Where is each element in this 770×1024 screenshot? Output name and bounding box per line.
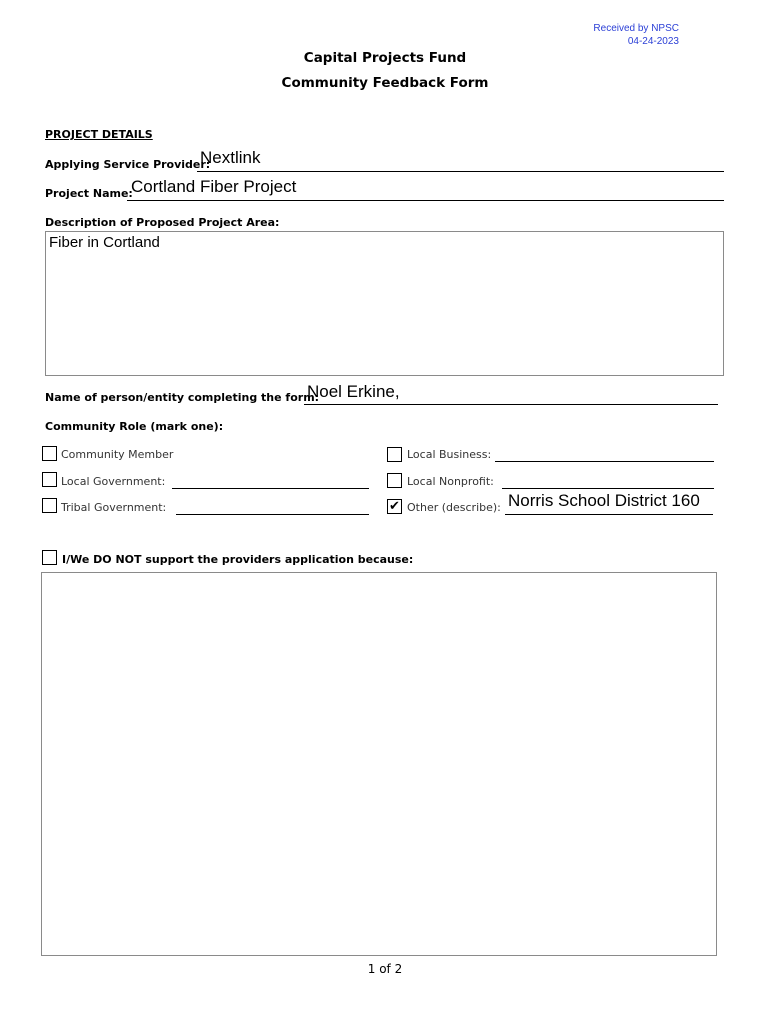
other-checkbox[interactable] xyxy=(387,499,402,514)
checkmark-icon: ✔ xyxy=(389,499,400,514)
local-business-field[interactable] xyxy=(495,461,714,462)
local-government-label: Local Government: xyxy=(61,475,166,488)
completer-field[interactable]: Noel Erkine, xyxy=(307,382,400,401)
project-name-field[interactable]: Cortland Fiber Project xyxy=(131,177,297,196)
local-business-label: Local Business: xyxy=(407,448,492,461)
not-support-checkbox[interactable] xyxy=(42,550,57,565)
description-value: Fiber in Cortland xyxy=(49,234,160,251)
local-nonprofit-checkbox[interactable] xyxy=(387,473,402,488)
tribal-government-field[interactable] xyxy=(176,514,369,515)
page-number: 1 of 2 xyxy=(367,962,403,976)
form-title: Capital Projects Fund xyxy=(303,50,467,66)
description-label: Description of Proposed Project Area: xyxy=(45,216,280,229)
local-business-checkbox[interactable] xyxy=(387,447,402,462)
completer-label: Name of person/entity completing the form: xyxy=(45,391,320,404)
other-underline xyxy=(505,514,713,515)
local-nonprofit-field[interactable] xyxy=(502,488,714,489)
not-support-textarea[interactable] xyxy=(41,572,717,956)
community-member-label: Community Member xyxy=(61,448,174,461)
tribal-government-checkbox[interactable] xyxy=(42,498,57,513)
other-describe-field[interactable]: Norris School District 160 xyxy=(508,491,700,510)
project-name-label: Project Name: xyxy=(45,187,133,200)
other-label: Other (describe): xyxy=(407,501,501,514)
project-name-underline xyxy=(127,200,724,201)
section-heading-project-details: PROJECT DETAILS xyxy=(45,128,153,141)
form-subtitle: Community Feedback Form xyxy=(281,75,489,91)
community-member-checkbox[interactable] xyxy=(42,446,57,461)
community-role-label: Community Role (mark one): xyxy=(45,420,224,433)
stamp-line-1: Received by NPSC xyxy=(593,23,679,34)
provider-underline xyxy=(197,171,724,172)
local-government-checkbox[interactable] xyxy=(42,472,57,487)
received-stamp xyxy=(593,22,679,48)
stamp-date: 04-24-2023 xyxy=(627,36,679,47)
local-government-field[interactable] xyxy=(172,488,369,489)
tribal-government-label: Tribal Government: xyxy=(61,501,167,514)
provider-label: Applying Service Provider: xyxy=(45,158,211,171)
completer-underline xyxy=(304,404,718,405)
local-nonprofit-label: Local Nonprofit: xyxy=(407,475,494,488)
not-support-label: I/We DO NOT support the providers application because: xyxy=(62,553,414,566)
description-textarea[interactable] xyxy=(45,231,724,376)
provider-field[interactable]: Nextlink xyxy=(200,148,261,167)
